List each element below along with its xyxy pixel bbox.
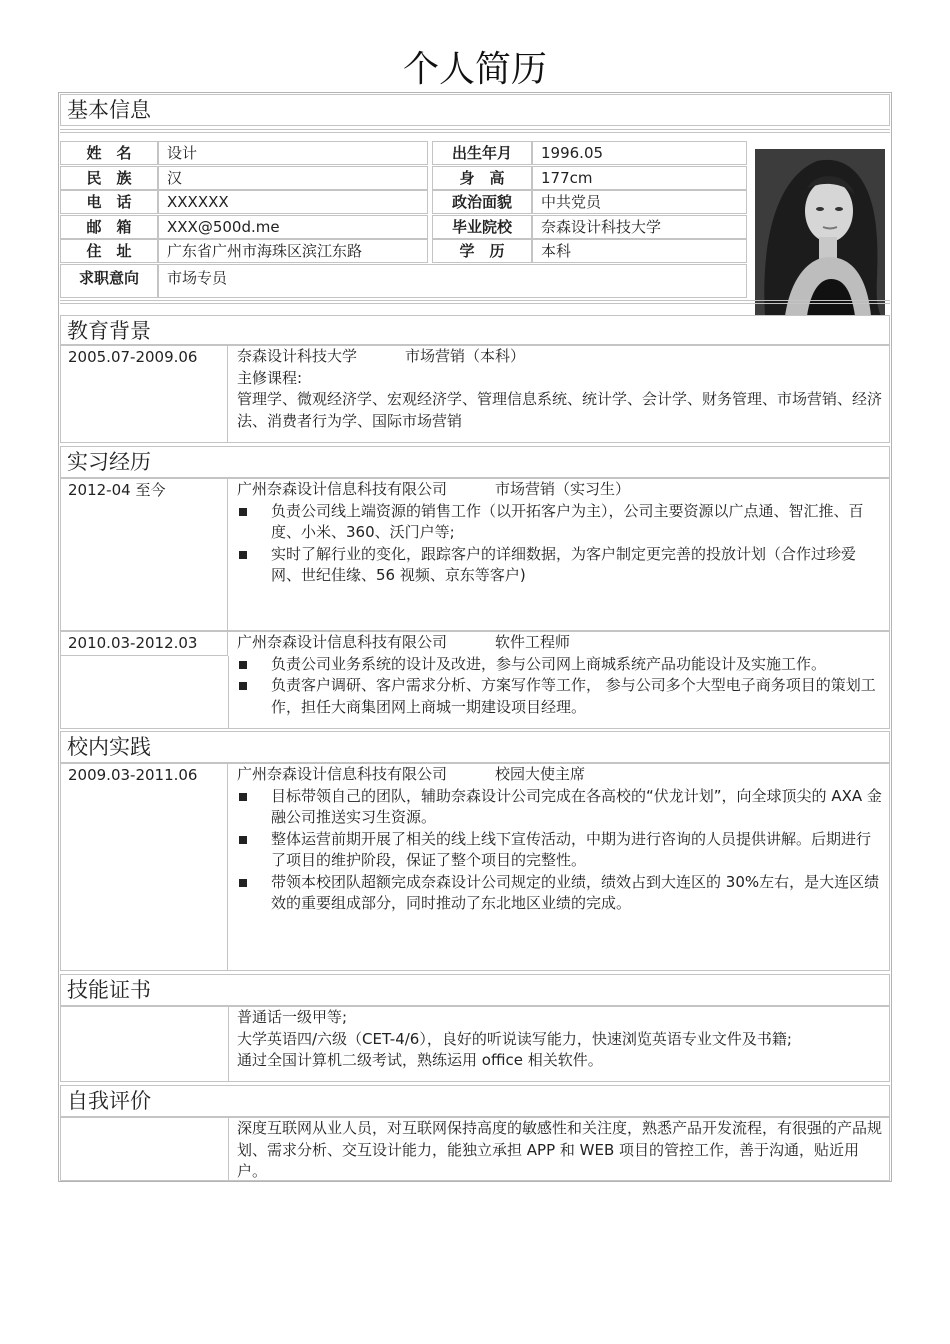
address-value: 广东省广州市海珠区滨江东路	[158, 239, 428, 263]
phone-value: XXXXXX	[158, 190, 428, 214]
campus-detail	[229, 764, 889, 969]
campus-company: 广州奈森设计信息科技有限公司	[237, 765, 448, 783]
divider	[60, 129, 890, 133]
degree-value: 本科	[532, 239, 747, 263]
section-basic-info: 基本信息	[60, 94, 890, 126]
courses-list: 管理学、微观经济学、宏观经济学、管理信息系统、统计学、会计学、财务管理、市场营销、经济法、消费者行为学、国际市场营销	[237, 390, 883, 430]
phone-label: 电 话	[60, 190, 158, 214]
section-skills: 技能证书	[60, 974, 890, 1006]
education-major: 市场营销（本科）	[405, 347, 526, 365]
empty-cell	[60, 656, 229, 729]
birth-label: 出生年月	[432, 141, 532, 165]
campus-bullet: 整体运营前期开展了相关的线上线下宣传活动，中期为进行咨询的人员提供讲解。后期进行了项目的维护阶段，保证了整个项目的完整性。	[237, 829, 883, 872]
address-label: 住 址	[60, 239, 158, 263]
ethnic-label: 民 族	[60, 166, 158, 190]
education-detail	[229, 346, 889, 442]
politics-value: 中共党员	[532, 190, 747, 214]
internship-1-company: 广州奈森设计信息科技有限公司	[237, 480, 448, 498]
skill-line: 通过全国计算机二级考试，熟练运用 office 相关软件。	[237, 1051, 603, 1069]
internship-2-bullet: 负责客户调研、客户需求分析、方案写作等工作， 参与公司多个大型电子商务项目的策划工作，担任大商集团网上商城一期建设项目经理。	[237, 675, 883, 718]
name-value: 设计	[158, 141, 428, 165]
education-school: 奈森设计科技大学	[237, 347, 358, 365]
skills-detail	[229, 1007, 889, 1081]
school-label: 毕业院校	[432, 215, 532, 239]
campus-role: 校园大使主席	[495, 765, 586, 783]
section-education: 教育背景	[60, 315, 890, 345]
campus-header	[237, 764, 883, 786]
page-title: 个人简历	[402, 49, 547, 90]
internship-1-bullet: 实时了解行业的变化，跟踪客户的详细数据，为客户制定更完善的投放计划（合作过珍爱网、世纪佳缘、56 视频、京东等客户)	[237, 544, 883, 587]
section-internship: 实习经历	[60, 446, 890, 478]
email-value: XXX@500d.me	[158, 215, 428, 239]
internship-2-bullet: 负责公司业务系统的设计及改进，参与公司网上商城系统产品功能设计及实施工作。	[237, 654, 883, 676]
internship-1-bullet: 负责公司线上端资源的销售工作（以开拓客户为主），公司主要资源以广点通、智汇推、百度、小米、360、沃门户等;	[237, 501, 883, 544]
degree-label: 学 历	[432, 239, 532, 263]
skill-line: 大学英语四/六级（CET-4/6），良好的听说读写能力，快速浏览英语专业文件及书籍;	[237, 1029, 792, 1048]
birth-value: 1996.05	[532, 141, 747, 165]
email-label: 邮 箱	[60, 215, 158, 239]
internship-1-detail	[229, 479, 889, 629]
internship-2-detail	[229, 632, 889, 728]
internship-1-header	[237, 479, 883, 501]
internship-2-header	[237, 632, 883, 654]
internship-1-date: 2012-04 至今	[60, 479, 228, 631]
self-eval-text: 深度互联网从业人员，对互联网保持高度的敏感性和关注度，熟悉产品开发流程，有很强的产品规划、需求分析、交互设计能力，能独立承担 APP 和 WEB 项目的管控工作，善于沟通，贴近用户。	[237, 1119, 883, 1180]
height-label: 身 高	[432, 166, 532, 190]
education-header	[237, 346, 883, 368]
campus-bullet: 带领本校团队超额完成奈森设计公司规定的业绩，绩效占到大连区的 30%左右，是大连区绩效的重要组成部分，同时推动了东北地区业绩的完成。	[237, 872, 883, 915]
campus-date: 2009.03-2011.06	[60, 764, 228, 971]
divider	[60, 300, 890, 304]
intent-value: 市场专员	[158, 264, 747, 298]
empty-cell	[60, 1118, 229, 1181]
courses-label: 主修课程:	[237, 368, 303, 387]
empty-cell	[60, 1007, 229, 1082]
section-self-eval: 自我评价	[60, 1085, 890, 1117]
section-campus: 校内实践	[60, 731, 890, 763]
internship-2-date: 2010.03-2012.03	[60, 632, 228, 656]
intent-label: 求职意向	[60, 264, 158, 298]
ethnic-value: 汉	[158, 166, 428, 190]
profile-photo	[755, 149, 885, 316]
height-value: 177cm	[532, 166, 747, 190]
education-date: 2005.07-2009.06	[60, 346, 228, 443]
internship-2-company: 广州奈森设计信息科技有限公司	[237, 633, 448, 651]
school-value: 奈森设计科技大学	[532, 215, 747, 239]
name-label: 姓 名	[60, 141, 158, 165]
portrait-image	[755, 149, 885, 316]
skill-line: 普通话一级甲等;	[237, 1008, 348, 1026]
internship-2-role: 软件工程师	[495, 633, 571, 651]
internship-1-role: 市场营销（实习生）	[495, 480, 631, 498]
campus-bullet: 目标带领自己的团队，辅助奈森设计公司完成在各高校的“伏龙计划”，向全球顶尖的 AXA 金融公司推送实习生资源。	[237, 786, 883, 829]
politics-label: 政治面貌	[432, 190, 532, 214]
